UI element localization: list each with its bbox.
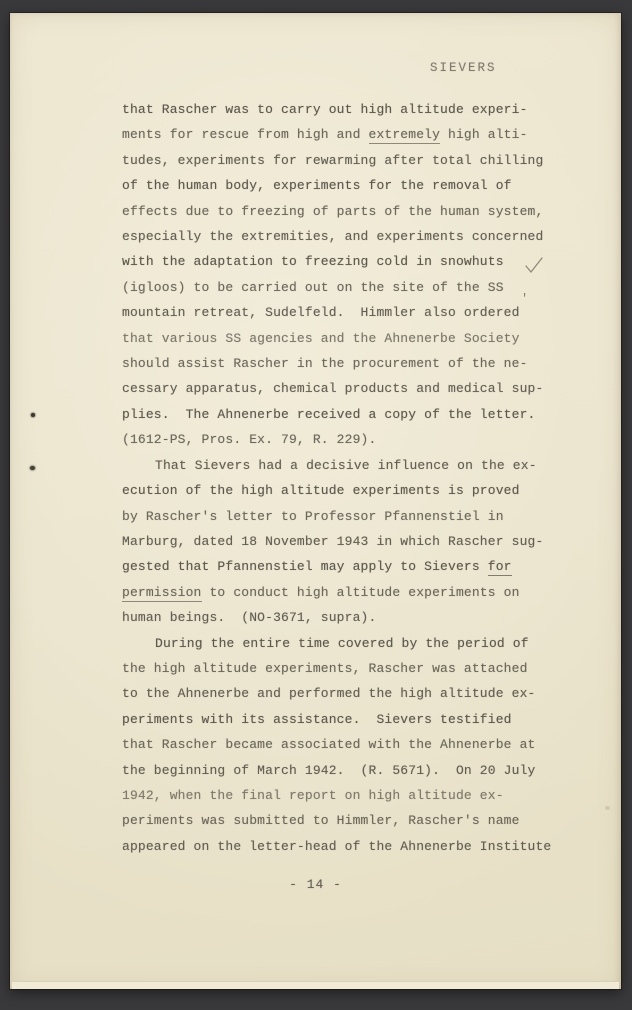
text-line [122,758,567,783]
text-segment: That Sievers had a decisive influence on the ex- [155,457,537,473]
text-line [122,148,567,173]
page-header-label: SIEVERS [430,61,497,75]
page-number: - 14 - [289,877,342,892]
ink-speck [31,413,35,417]
text-line [122,402,567,427]
text-segment: (igloos) to be carried out on the site of the SS [122,279,504,295]
text-line [122,656,567,681]
text-segment: gested that Pfannenstiel may apply to Sievers [122,559,488,575]
text-segment: effects due to freezing of parts of the human system, [122,203,544,219]
text-segment: periments with its assistance. Sievers testified [122,711,512,727]
text-line [122,631,567,656]
text-line [122,224,567,249]
text-line [122,173,567,198]
text-line [122,478,567,503]
text-line [122,275,567,300]
text-segment: that Rascher was to carry out high altitude experi- [122,102,528,117]
text-line [122,732,567,757]
text-line [122,122,567,147]
text-line [122,249,567,274]
text-segment: Marburg, dated 18 November 1943 in which Rascher sug- [122,533,544,549]
text-segment: human beings. (NO-3671, supra). [122,610,377,626]
text-segment: by Rascher's letter to Professor Pfannenstiel in [122,508,504,524]
pencil-checkmark-icon [524,256,544,274]
underlined-text: extremely [368,127,441,143]
text-line [122,504,567,529]
text-line [122,808,567,833]
paper-blemish [605,806,610,810]
text-line [122,580,567,605]
text-line [122,529,567,554]
text-line [122,453,567,478]
text-line [122,834,567,859]
text-segment: ments for rescue from high and [122,127,369,143]
text-line [122,427,567,452]
stray-apostrophe-mark: ' [521,292,529,306]
text-line [122,681,567,706]
text-segment: the high altitude experiments, Rascher was attached [122,660,528,676]
text-segment: to conduct high altitude experiments on [201,584,520,600]
text-segment: that Rascher became associated with the Ahnenerbe at [122,737,536,753]
text-segment: appeared on the letter-head of the Ahnenerbe Institute [122,838,552,854]
text-segment: should assist Rascher in the procurement of the ne- [122,356,528,372]
text-line [122,199,567,224]
text-line [122,351,567,376]
text-segment: the beginning of March 1942. (R. 5671). On 20 July [122,762,536,778]
text-segment: mountain retreat, Sudelfeld. Himmler also ordered [122,305,520,321]
text-line [122,326,567,351]
text-segment: 1942, when the final report on high altitude ex- [122,787,504,803]
text-segment: that various SS agencies and the Ahnenerbe Society [122,330,520,346]
text-line [122,554,567,579]
text-segment: high alti- [440,127,528,143]
text-segment: (1612-PS, Pros. Ex. 79, R. 229). [122,432,377,448]
text-line [122,376,567,401]
text-segment: plies. The Ahnenerbe received a copy of the letter. [122,406,536,422]
underlined-text: permission [122,584,202,600]
body-text [122,97,567,859]
text-segment: especially the extremities, and experiments concerned [122,229,544,245]
text-segment: of the human body, experiments for the removal of [122,178,512,194]
text-segment: During the entire time covered by the period of [155,635,529,651]
text-segment: cessary apparatus, chemical products and medical sup- [122,381,544,397]
underlined-text: for [487,559,512,575]
text-line [122,300,567,325]
text-line [122,707,567,732]
text-line [122,605,567,630]
ink-speck [30,466,35,470]
text-segment: ecution of the high altitude experiments is proved [122,483,520,499]
text-segment: to the Ahnenerbe and performed the high altitude ex- [122,686,536,702]
text-segment: periments was submitted to Himmler, Rascher's name [122,813,520,829]
text-segment: tudes, experiments for rewarming after total chilling [122,152,544,168]
text-line [122,97,567,122]
text-segment: with the adaptation to freezing cold in snowhuts [122,254,504,270]
text-line [122,783,567,808]
document-page [10,13,621,989]
